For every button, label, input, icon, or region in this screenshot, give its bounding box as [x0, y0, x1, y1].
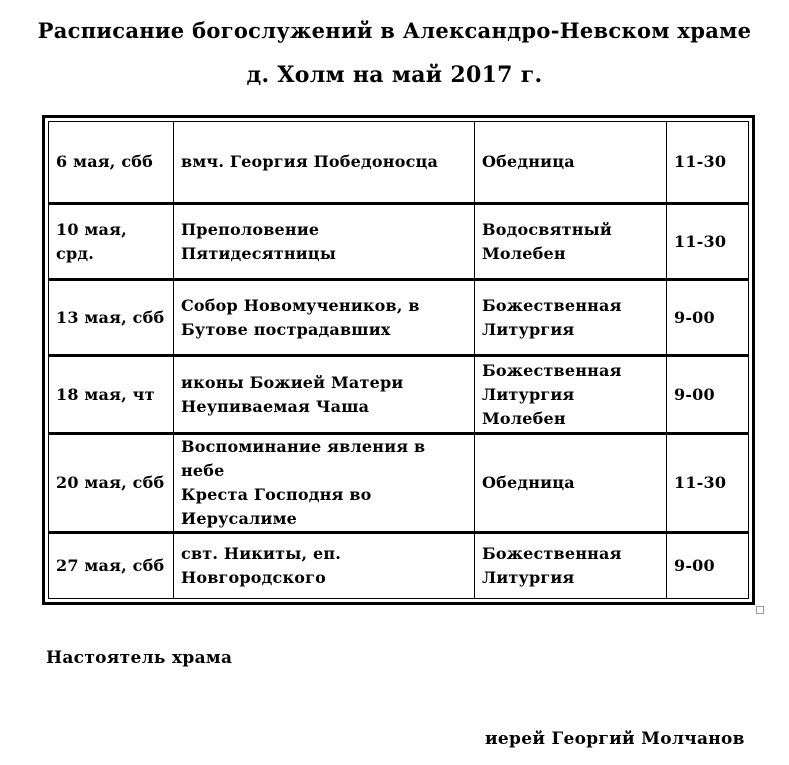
date-cell: 18 мая, чт: [49, 356, 174, 434]
date-cell: 6 мая, сбб: [49, 122, 174, 204]
table-row: [49, 122, 749, 204]
feast-cell: иконы Божией Матери Неупиваемая Чаша: [174, 356, 475, 434]
time-cell: 9-00: [667, 280, 749, 356]
schedule-table: [42, 115, 755, 605]
time-cell: 9-00: [667, 356, 749, 434]
feast-cell: Собор Новомучеников, в Бутове пострадавших: [174, 280, 475, 356]
service-cell: Водосвятный Молебен: [475, 204, 667, 280]
service-cell: Божественная Литургия: [475, 280, 667, 356]
feast-cell: Преполовение Пятидесятницы: [174, 204, 475, 280]
table-resize-handle[interactable]: [756, 606, 764, 614]
signature-role: Настоятель храма: [46, 648, 233, 668]
feast-cell: вмч. Георгия Победоносца: [174, 122, 475, 204]
date-cell: 10 мая, срд.: [49, 204, 174, 280]
service-cell: Обедница: [475, 434, 667, 533]
date-cell: 27 мая, сбб: [49, 533, 174, 599]
service-cell: Божественная Литургия: [475, 533, 667, 599]
table-row: [49, 434, 749, 533]
table-row: [49, 356, 749, 434]
table-row: [49, 280, 749, 356]
table-row: [49, 204, 749, 280]
service-cell: Обедница: [475, 122, 667, 204]
document-subtitle: д. Холм на май 2017 г.: [246, 62, 543, 88]
time-cell: 11-30: [667, 122, 749, 204]
feast-cell: Воспоминание явления в небе Креста Господня во Иерусалиме: [174, 434, 475, 533]
time-cell: 11-30: [667, 434, 749, 533]
table-row: [49, 533, 749, 599]
time-cell: 9-00: [667, 533, 749, 599]
signature-name: иерей Георгий Молчанов: [485, 729, 745, 749]
feast-cell: свт. Никиты, еп. Новгородского: [174, 533, 475, 599]
service-cell: Божественная Литургия Молебен: [475, 356, 667, 434]
time-cell: 11-30: [667, 204, 749, 280]
date-cell: 13 мая, сбб: [49, 280, 174, 356]
date-cell: 20 мая, сбб: [49, 434, 174, 533]
document-title: Расписание богослужений в Александро-Невском храме: [37, 18, 752, 43]
